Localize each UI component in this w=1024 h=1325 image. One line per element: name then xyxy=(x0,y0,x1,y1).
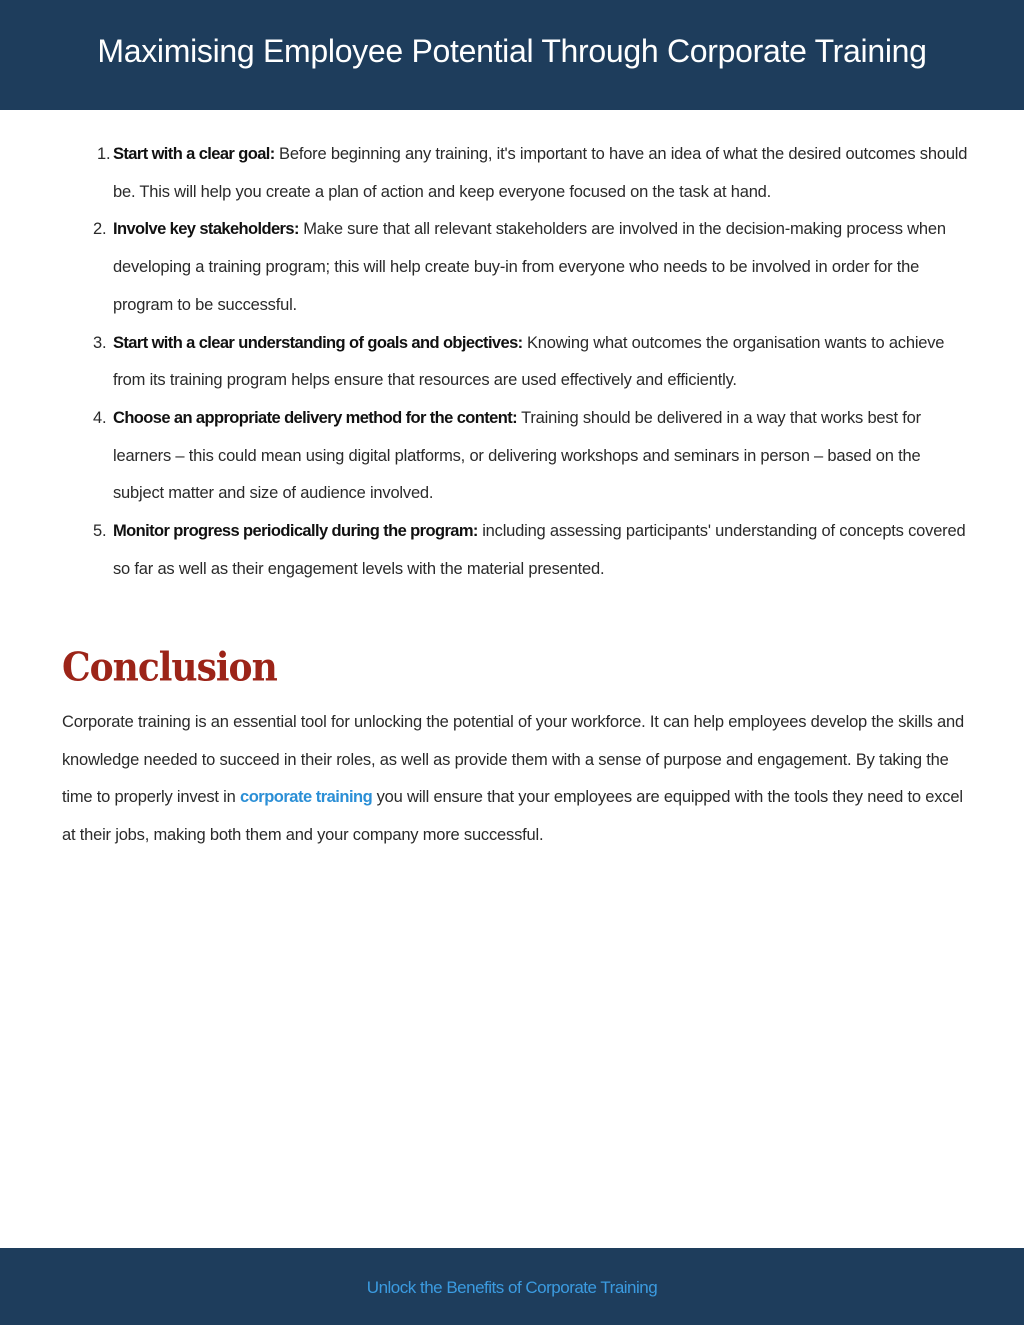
list-item xyxy=(97,136,968,211)
page-header xyxy=(0,0,1024,110)
steps-list xyxy=(0,136,1024,588)
list-item-text: Training should be delivered in a way that works best for learners – this could mean using digital platforms, or delivering workshops and seminars in person – based on the subject matter and size of audience involved. xyxy=(113,408,921,503)
main-content xyxy=(0,136,1024,588)
page-footer xyxy=(0,1248,1024,1325)
footer-link[interactable]: Unlock the Benefits of Corporate Training xyxy=(366,1277,658,1297)
corporate-training-link[interactable]: corporate training xyxy=(240,788,373,807)
list-item-text: Knowing what outcomes the organisation wants to achieve from its training program helps ensure that resources are used effectively and efficiently. xyxy=(113,333,945,390)
conclusion-paragraph xyxy=(62,704,972,855)
list-item xyxy=(93,325,968,400)
list-item-heading: Start with a clear understanding of goals and objectives: xyxy=(113,333,523,352)
list-item-heading: Monitor progress periodically during the program: xyxy=(113,522,478,541)
list-item-heading: Choose an appropriate delivery method for the content: xyxy=(113,408,517,427)
conclusion-heading: Conclusion xyxy=(62,644,277,691)
conclusion-text-before-link: Corporate training is an essential tool for unlocking the potential of your workforce. It can help employees develop the skills and knowledge needed to succeed in their roles, as well as provide them with a sense of purpose and engagement. By taking the time to properly invest in xyxy=(62,713,964,807)
list-item-heading: Involve key stakeholders: xyxy=(113,220,299,239)
list-item xyxy=(93,513,968,588)
list-item-text: Make sure that all relevant stakeholders are involved in the decision-making process when developing a training program; this will help create buy-in from everyone who needs to be involved in order for the program to be successful. xyxy=(113,220,946,314)
list-item-text: Before beginning any training, it's important to have an idea of what the desired outcomes should be. This will help you create a plan of action and keep everyone focused on the task at hand. xyxy=(113,145,968,201)
list-item-number: 3. xyxy=(93,333,107,352)
list-item-number: 4. xyxy=(93,408,107,427)
list-item-number: 5. xyxy=(93,522,107,541)
page-title: Maximising Employee Potential Through Corporate Training xyxy=(97,32,927,69)
conclusion-text-after-link: you will ensure that your employees are equipped with the tools they need to excel at their jobs, making both them and your company more successful. xyxy=(62,788,963,845)
list-item-text: including assessing participants' understanding of concepts covered so far as well as their engagement levels with the material presented. xyxy=(113,522,966,578)
list-item xyxy=(93,211,968,324)
list-item-heading: Start with a clear goal: xyxy=(113,145,275,163)
list-item-number: 2. xyxy=(93,220,107,239)
list-item xyxy=(93,400,968,513)
list-item-number: 1. xyxy=(97,145,111,163)
